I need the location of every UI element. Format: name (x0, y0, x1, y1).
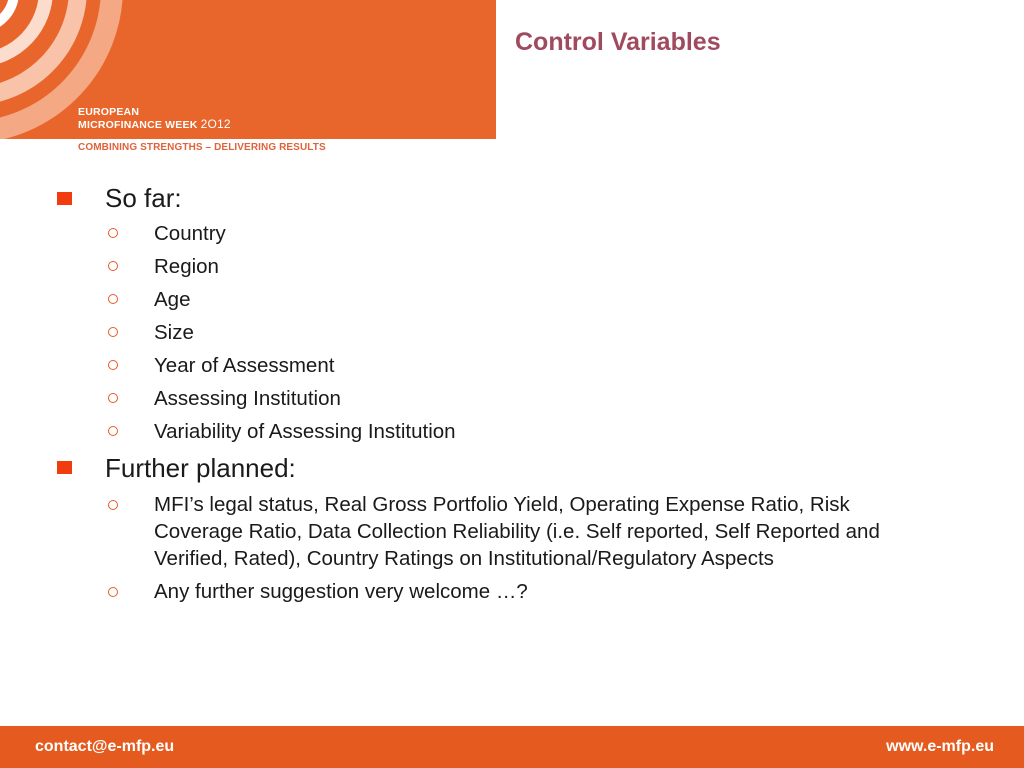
square-bullet-icon (57, 192, 72, 205)
list-item-line: Verified, Rated), Country Ratings on Institutional/Regulatory Aspects (154, 547, 774, 570)
event-banner (0, 0, 496, 139)
list-item-line: Coverage Ratio, Data Collection Reliability (i.e. Self reported, Self Reported and (154, 520, 880, 543)
arc-logo-graphic (0, 0, 496, 139)
circle-bullet-icon (108, 228, 118, 238)
circle-bullet-icon (108, 327, 118, 337)
event-name (78, 106, 231, 131)
circle-bullet-icon (108, 393, 118, 403)
list-item: Any further suggestion very welcome …? (154, 580, 528, 603)
list-item: Age (154, 288, 191, 311)
event-year: 2O12 (200, 117, 231, 131)
circle-bullet-icon (108, 500, 118, 510)
circle-bullet-icon (108, 294, 118, 304)
square-bullet-icon (57, 461, 72, 474)
list-item: Year of Assessment (154, 354, 335, 377)
circle-bullet-icon (108, 426, 118, 436)
list-item: Region (154, 255, 219, 278)
website-link[interactable]: www.e-mfp.eu (886, 738, 994, 755)
list-item: Country (154, 222, 226, 245)
list-item: Size (154, 321, 194, 344)
list-item: Variability of Assessing Institution (154, 420, 456, 443)
circle-bullet-icon (108, 360, 118, 370)
list-item: Assessing Institution (154, 387, 341, 410)
slide-title: Control Variables (515, 28, 721, 56)
list-item-line: MFI’s legal status, Real Gross Portfolio Yield, Operating Expense Ratio, Risk (154, 493, 850, 516)
footer-bar (0, 726, 1024, 768)
event-name-line2: MICROFINANCE WEEK 2O12 (78, 117, 231, 131)
contact-email-link[interactable]: contact@e-mfp.eu (35, 738, 175, 755)
event-name-line1: EUROPEAN (78, 106, 140, 118)
circle-bullet-icon (108, 261, 118, 271)
event-tagline: COMBINING STRENGTHS – DELIVERING RESULTS (78, 142, 326, 153)
circle-bullet-icon (108, 587, 118, 597)
section-heading: Further planned: (105, 453, 296, 483)
section-heading: So far: (105, 183, 182, 213)
